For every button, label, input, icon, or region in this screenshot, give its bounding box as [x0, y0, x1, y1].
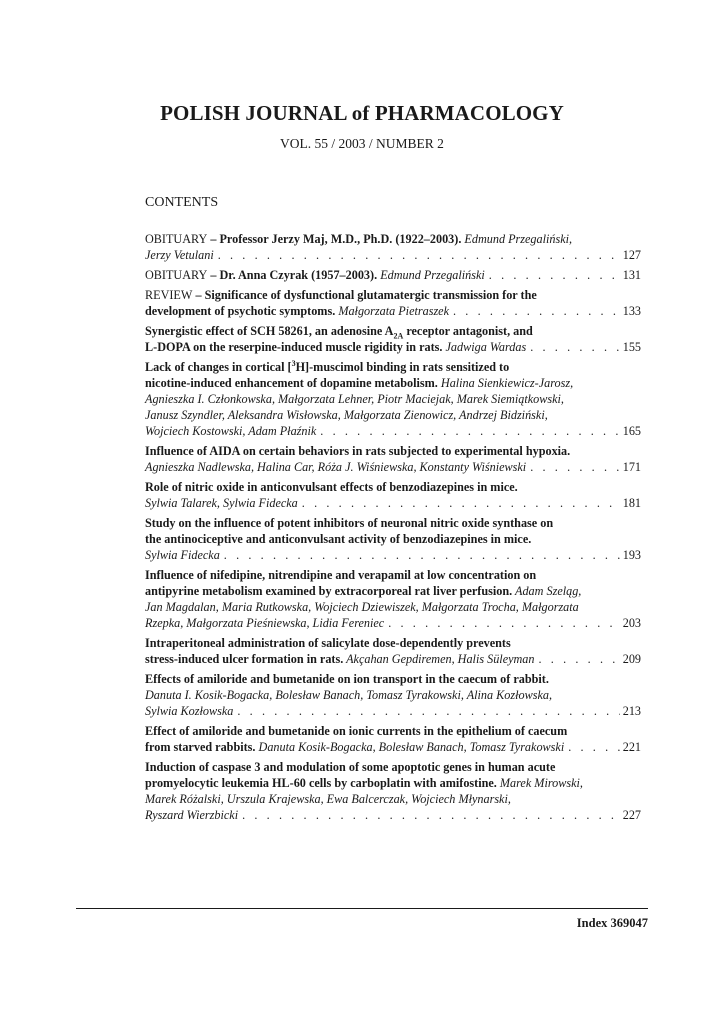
article-title: Lack of changes in cortical [: [145, 360, 292, 374]
article-title: Synergistic effect of SCH 58261, an adenosine A: [145, 324, 394, 338]
toc-entry-amiloride-ion-transport[interactable]: [145, 671, 641, 719]
article-type: REVIEW: [145, 288, 193, 302]
article-title: the antinociceptive and anticonvulsant activity of benzodiazepines in mice.: [145, 532, 532, 546]
toc-entry-muscimol[interactable]: [145, 359, 641, 439]
article-authors: Janusz Szyndler, Aleksandra Wisłowska, Małgorzata Zienowicz, Andrzej Bidziński,: [145, 408, 548, 422]
toc-entry-nifedipine[interactable]: [145, 567, 641, 631]
article-title: development of psychotic symptoms.: [145, 304, 336, 318]
article-authors: Akçahan Gepdiremen, Halis Süleyman: [343, 652, 535, 666]
toc-entry-obituary-czyrak[interactable]: [145, 267, 641, 283]
page-number: 209: [622, 652, 641, 666]
toc-entry-sch58261[interactable]: [145, 323, 641, 355]
page-number: 213: [622, 704, 641, 718]
dot-leader: [218, 247, 620, 263]
article-type: OBITUARY: [145, 268, 208, 282]
dot-leader: [242, 807, 620, 823]
contents-heading: CONTENTS: [145, 195, 219, 210]
page-number: 127: [622, 248, 641, 262]
article-title: Influence of AIDA on certain behaviors in rats subjected to experimental hypoxia.: [145, 444, 571, 458]
journal-title: POLISH JOURNAL of PHARMACOLOGY: [160, 101, 564, 125]
article-title: Effect of amiloride and bumetanide on ionic currents in the epithelium of caecum: [145, 724, 568, 738]
subscript: 2A: [393, 331, 404, 341]
article-title: L-DOPA on the reserpine-induced muscle rigidity in rats.: [145, 340, 443, 354]
page-number: 133: [622, 304, 641, 318]
article-authors: Agnieszka Nadlewska, Halina Car, Róża J. Wiśniewska, Konstanty Wiśniewski: [145, 460, 527, 474]
article-authors: Ryszard Wierzbicki: [145, 808, 239, 822]
article-title: from starved rabbits.: [145, 740, 256, 754]
toc-entry-aida-hypoxia[interactable]: [145, 443, 641, 475]
page-number: 193: [622, 548, 641, 562]
article-title: Study on the influence of potent inhibitors of neuronal nitric oxide synthase on: [145, 516, 554, 530]
page-number: 131: [622, 268, 641, 282]
dot-leader: [539, 651, 620, 667]
article-title: Effects of amiloride and bumetanide on ion transport in the caecum of rabbit.: [145, 672, 549, 686]
article-title: – Significance of dysfunctional glutamatergic transmission for the: [192, 288, 537, 302]
article-title: Influence of nifedipine, nitrendipine and verapamil at low concentration on: [145, 568, 537, 582]
article-title: Induction of caspase 3 and modulation of some apoptotic genes in human acute: [145, 760, 556, 774]
toc-entry-nitric-oxide-anticonvulsant[interactable]: [145, 479, 641, 511]
article-authors: Jadwiga Wardas: [442, 340, 527, 354]
article-title: nicotine-induced enhancement of dopamine metabolism.: [145, 376, 438, 390]
page-number: 155: [622, 340, 641, 354]
article-title: Role of nitric oxide in anticonvulsant effects of benzodiazepines in mice.: [145, 480, 518, 494]
article-authors: Danuta I. Kosik-Bogacka, Bolesław Banach, Tomasz Tyrakowski, Alina Kozłowska,: [145, 688, 553, 702]
article-title: stress-induced ulcer formation in rats.: [145, 652, 344, 666]
article-authors: Edmund Przegaliński,: [461, 232, 573, 246]
article-title: receptor antagonist, and: [403, 324, 533, 338]
dot-leader: [302, 495, 620, 511]
toc-entry-caspase3[interactable]: [145, 759, 641, 823]
toc-entry-amiloride-ionic-currents[interactable]: [145, 723, 641, 755]
dot-leader: [237, 703, 619, 719]
table-of-contents: [145, 231, 641, 827]
toc-entry-review-glutamatergic[interactable]: [145, 287, 641, 319]
footer-index: Index 369047: [576, 916, 648, 930]
dot-leader: [388, 615, 620, 631]
article-title: H]-muscimol binding in rats sensitized to: [295, 360, 510, 374]
page-number: 181: [622, 496, 641, 510]
article-authors: Rzepka, Małgorzata Pieśniewska, Lidia Fereniec: [145, 616, 385, 630]
article-title: promyelocytic leukemia HL-60 cells by carboplatin with amifostine.: [145, 776, 497, 790]
article-title: – Professor Jerzy Maj, M.D., Ph.D. (1922–2003).: [207, 232, 462, 246]
dot-leader: [489, 267, 620, 283]
page-number: 203: [622, 616, 641, 630]
article-authors: Sylwia Fidecka: [145, 548, 220, 562]
article-title: – Dr. Anna Czyrak (1957–2003).: [207, 268, 378, 282]
article-title: antipyrine metabolism examined by extracorporeal rat liver perfusion.: [145, 584, 513, 598]
dot-leader: [568, 739, 620, 755]
article-authors: Danuta Kosik-Bogacka, Bolesław Banach, Tomasz Tyrakowski: [255, 740, 565, 754]
superscript: 3: [291, 358, 296, 368]
toc-entry-obituary-maj[interactable]: [145, 231, 641, 263]
footer-divider: [76, 908, 648, 909]
article-authors: Marek Mirowski,: [496, 776, 583, 790]
article-authors: Sylwia Kozłowska: [145, 704, 234, 718]
article-authors: Agnieszka I. Członkowska, Małgorzata Lehner, Piotr Maciejak, Marek Siemiątkowski,: [145, 392, 564, 406]
article-authors: Jerzy Vetulani: [145, 248, 214, 262]
dot-leader: [530, 339, 620, 355]
article-authors: Marek Różalski, Urszula Krajewska, Ewa Balcerczak, Wojciech Młynarski,: [145, 792, 511, 806]
dot-leader: [530, 459, 620, 475]
article-title: Intraperitoneal administration of salicylate dose-dependently prevents: [145, 636, 511, 650]
article-authors: Małgorzata Pietraszek: [335, 304, 450, 318]
article-authors: Sylwia Talarek, Sylwia Fidecka: [145, 496, 298, 510]
volume-issue-line: VOL. 55 / 2003 / NUMBER 2: [280, 136, 444, 151]
dot-leader: [224, 547, 620, 563]
article-authors: Adam Szeląg,: [512, 584, 582, 598]
toc-entry-nnos-inhibitors[interactable]: [145, 515, 641, 563]
dot-leader: [453, 303, 620, 319]
article-authors: Jan Magdalan, Maria Rutkowska, Wojciech Dziewiszek, Małgorzata Trocha, Małgorzata: [145, 600, 579, 614]
article-type: OBITUARY: [145, 232, 208, 246]
dot-leader: [320, 423, 619, 439]
page-number: 171: [622, 460, 641, 474]
page-number: 165: [622, 424, 641, 438]
page-number: 227: [622, 808, 641, 822]
article-authors: Edmund Przegaliński: [377, 268, 485, 282]
page-number: 221: [622, 740, 641, 754]
article-authors: Wojciech Kostowski, Adam Płaźnik: [145, 424, 317, 438]
toc-entry-salicylate[interactable]: [145, 635, 641, 667]
article-authors: Halina Sienkiewicz-Jarosz,: [437, 376, 574, 390]
